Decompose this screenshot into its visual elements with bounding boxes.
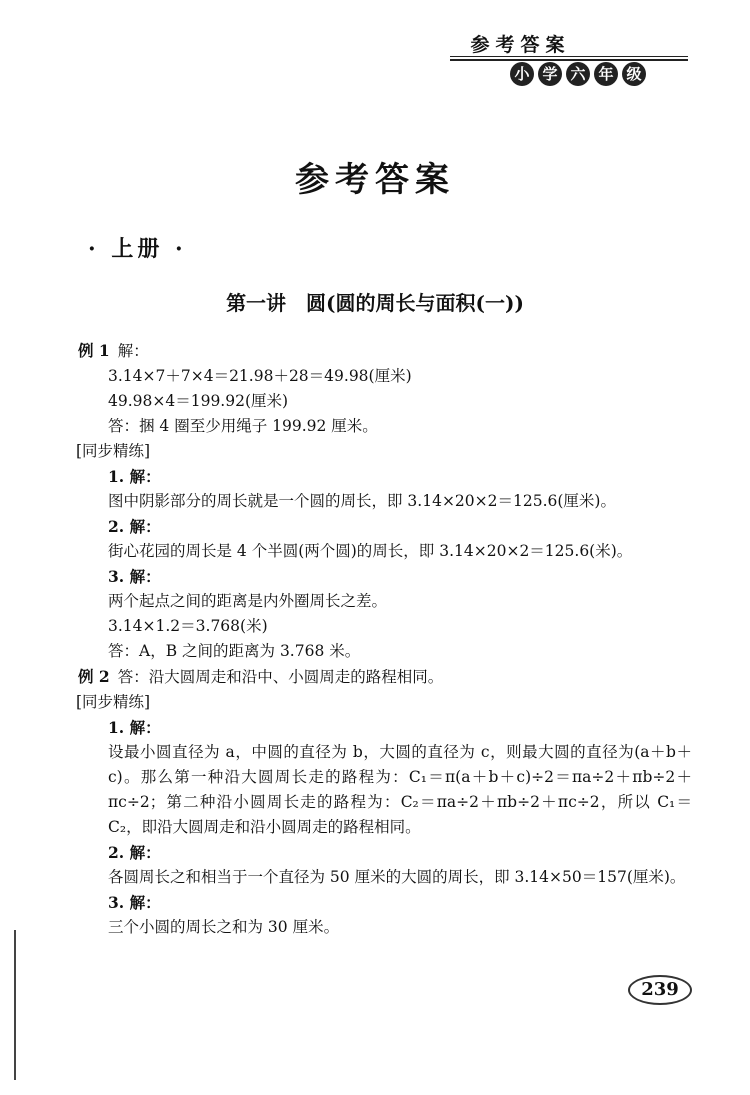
answer-line: 图中阴影部分的周长就是一个圆的周长，即 3.14×20×2＝125.6(厘米)。	[108, 492, 616, 510]
answer-line: 3.14×7＋7×4＝21.98＋28＝49.98(厘米)	[108, 367, 412, 385]
answer-line: 三个小圆的周长之和为 30 厘米。	[108, 918, 340, 936]
example-intro: 解：	[117, 342, 149, 360]
example-text: 答：沿大圆周走和沿中、小圆周走的路程相同。	[117, 668, 444, 686]
answer-paragraph: 设最小圆直径为 a，中圆的直径为 b，大圆的直径为 c，则最大圆的直径为(a＋b＋c)。那么第一种沿大圆周长走的路程为：C₁＝π(a＋b＋c)÷2＝πa÷2＋πb÷2＋πc÷2；第二种沿小圆周长走的路程为：C₂＝πa÷2＋πb÷2＋πc÷2，所以 C₁＝C₂，即沿大圆周走和沿小圆周走的路程相同。	[108, 743, 692, 836]
answer-paragraph: 各圆周长之和相当于一个直径为 50 厘米的大圆的周长，即 3.14×50＝157(厘米)。	[108, 868, 686, 886]
example-label: 例 2	[78, 667, 110, 686]
header-rule-thick	[450, 59, 688, 61]
question-label: 2. 解：	[108, 843, 161, 862]
grade-badge	[510, 62, 646, 86]
grade-char: 年	[594, 62, 618, 86]
grade-char: 六	[566, 62, 590, 86]
answer-line: 街心花园的周长是 4 个半圆(两个圆)的周长，即 3.14×20×2＝125.6(米)。	[108, 542, 633, 560]
grade-char: 小	[510, 62, 534, 86]
grade-char: 学	[538, 62, 562, 86]
example-2-heading	[78, 664, 692, 690]
running-header-title: 参考答案	[470, 34, 571, 56]
header-rule	[450, 56, 688, 57]
volume-heading: · 上册 ·	[88, 236, 187, 262]
answer-line: 两个起点之间的距离是内外圈周长之差。	[108, 592, 388, 610]
practice-heading: [同步精练]	[76, 442, 151, 460]
answer-line: 答：捆 4 圈至少用绳子 199.92 厘米。	[108, 417, 378, 435]
answer-line: 答：A，B 之间的距离为 3.768 米。	[108, 642, 361, 660]
answer-line: 49.98×4＝199.92(厘米)	[108, 392, 289, 410]
lecture-title: 第一讲 圆(圆的周长与面积(一))	[226, 291, 524, 315]
answer-line: 3.14×1.2＝3.768(米)	[108, 617, 268, 635]
example-1-heading	[78, 338, 692, 364]
binding-edge-mark	[14, 930, 16, 1080]
question-label: 2. 解：	[108, 517, 161, 536]
practice-heading: [同步精练]	[76, 693, 151, 711]
question-label: 3. 解：	[108, 567, 161, 586]
page-number: 239	[628, 975, 692, 1005]
grade-char: 级	[622, 62, 646, 86]
page-title: 参考答案	[295, 160, 455, 200]
question-label: 3. 解：	[108, 893, 161, 912]
example-label: 例 1	[78, 341, 110, 360]
question-label: 1. 解：	[108, 467, 161, 486]
answer-content	[78, 338, 692, 940]
question-label: 1. 解：	[108, 718, 161, 737]
